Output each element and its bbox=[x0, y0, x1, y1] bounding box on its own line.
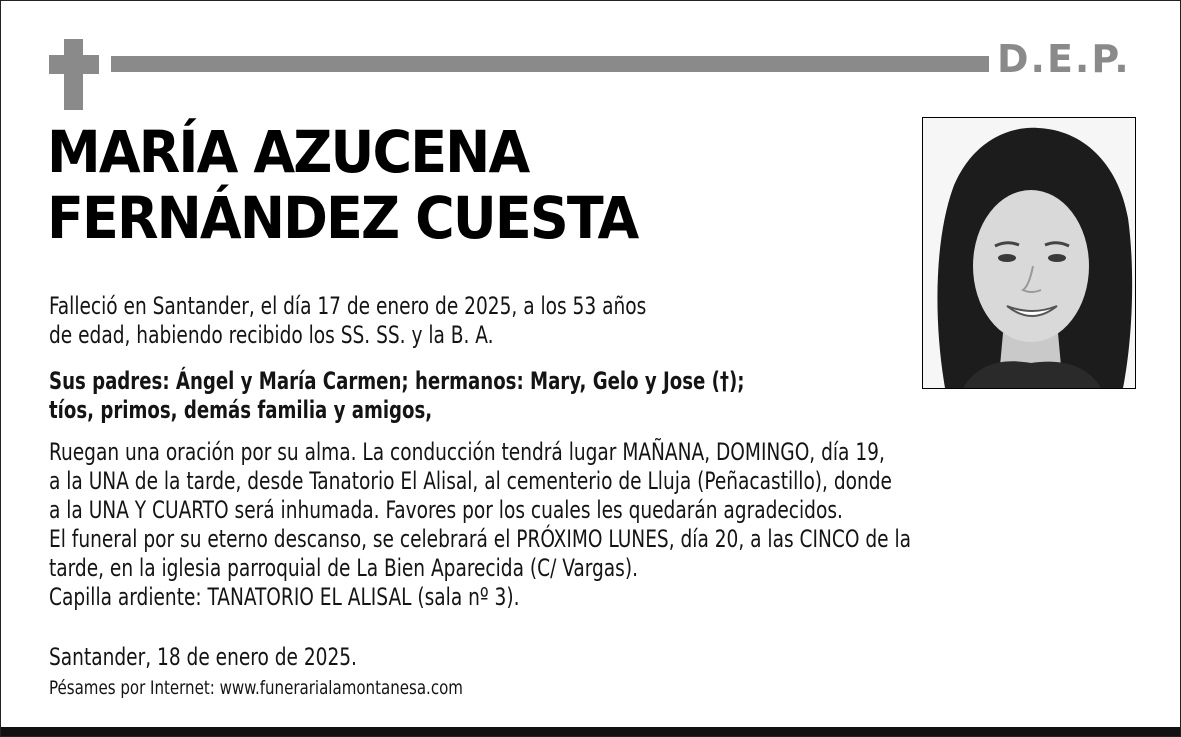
condolences-line: Pésames por Internet: www.funerarialamontanesa.com bbox=[49, 677, 463, 699]
death-announcement bbox=[49, 292, 646, 350]
name-line-2: FERNÁNDEZ CUESTA bbox=[47, 184, 638, 252]
cross-horizontal-bar bbox=[49, 55, 99, 74]
family-line-2: tíos, primos, demás familia y amigos, bbox=[49, 396, 433, 424]
portrait-photo bbox=[922, 117, 1136, 389]
bottom-rule bbox=[1, 727, 1180, 736]
family-list bbox=[49, 367, 745, 425]
death-line-1: Falleció en Santander, el día 17 de enero de 2025, a los 53 años bbox=[49, 292, 647, 320]
place-date: Santander, 18 de enero de 2025. bbox=[49, 643, 357, 671]
ceremony-line: Capilla ardiente: TANATORIO EL ALISAL (sala nº 3). bbox=[49, 583, 520, 611]
dep-label: D.E.P. bbox=[997, 37, 1131, 81]
portrait-image bbox=[923, 118, 1135, 388]
name-line-1: MARÍA AZUCENA bbox=[47, 118, 529, 186]
header-rule bbox=[111, 56, 989, 72]
ceremony-line: a la UNA de la tarde, desde Tanatorio El Alisal, al cementerio de Lluja (Peñacastillo), donde bbox=[49, 467, 892, 495]
ceremony-line: El funeral por su eterno descanso, se celebrará el PRÓXIMO LUNES, día 20, a las CINCO de la bbox=[49, 525, 912, 553]
family-line-1: Sus padres: Ángel y María Carmen; hermanos: Mary, Gelo y Jose (†); bbox=[49, 367, 745, 395]
death-line-2: de edad, habiendo recibido los SS. SS. y la B. A. bbox=[49, 321, 494, 349]
cross-vertical-bar bbox=[64, 39, 83, 110]
ceremony-line: tarde, en la iglesia parroquial de La Bien Aparecida (C/ Vargas). bbox=[49, 554, 638, 582]
deceased-name bbox=[47, 119, 637, 251]
ceremony-details bbox=[49, 438, 911, 612]
ceremony-line: a la UNA Y CUARTO será inhumada. Favores por los cuales les quedarán agradecidos. bbox=[49, 496, 843, 524]
ceremony-line: Ruegan una oración por su alma. La conducción tendrá lugar MAÑANA, DOMINGO, día 19, bbox=[49, 438, 885, 466]
